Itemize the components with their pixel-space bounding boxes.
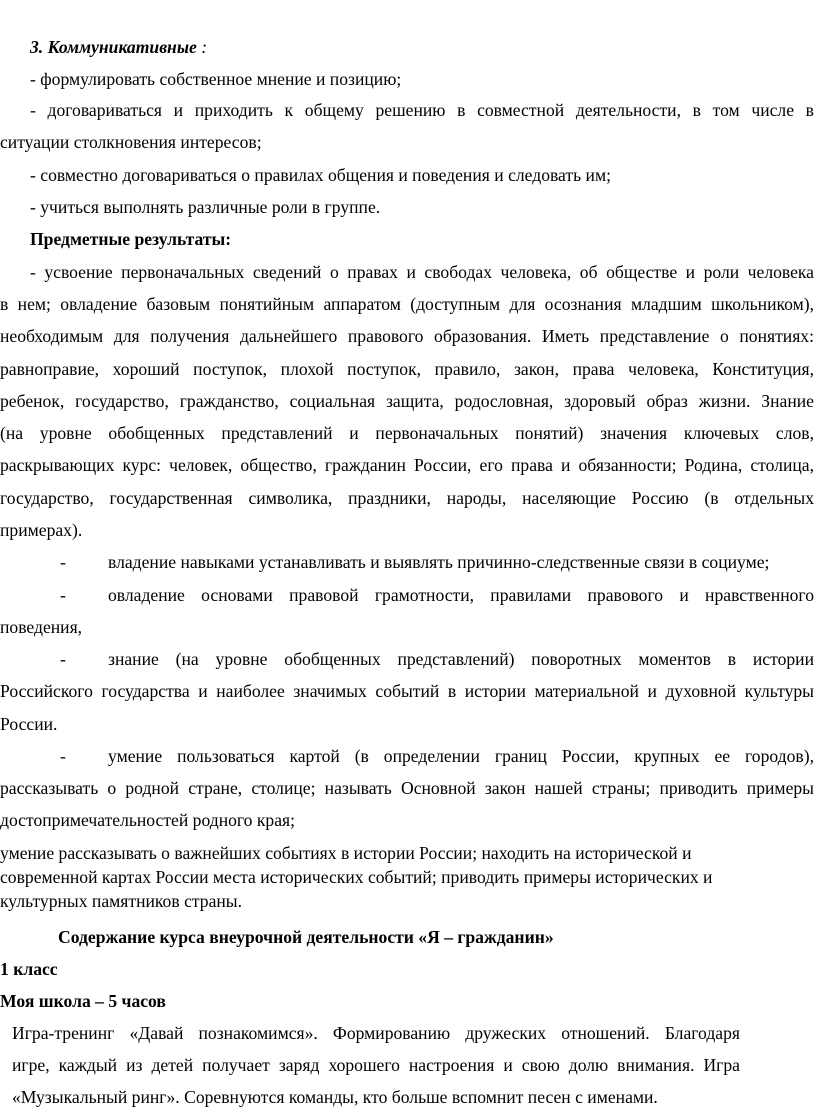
subject-para-line: необходимым для получения дальнейшего правового образования. Иметь представление о понятиях: bbox=[0, 326, 814, 346]
topic-heading: Моя школа – 5 часов bbox=[0, 991, 166, 1011]
dash-item-1: владение навыками устанавливать и выявлять причинно-следственные связи в социуме; bbox=[108, 552, 770, 572]
subject-para-line: ребенок, государство, гражданство, социальная защита, родословная, здоровый образ жизни. Знание bbox=[0, 391, 814, 411]
grade-heading: 1 класс bbox=[0, 959, 58, 979]
communicative-heading-colon: : bbox=[196, 37, 208, 57]
dash-item-4-cont: достопримечательностей родного края; bbox=[0, 810, 296, 830]
dash-item-3-cont: России. bbox=[0, 714, 58, 734]
comm-item-1: - формулировать собственное мнение и позицию; bbox=[30, 69, 402, 89]
subject-results-heading: Предметные результаты: bbox=[30, 229, 232, 249]
subject-para-line: в нем; овладение базовым понятийным аппаратом (доступным для осознания младшим школьником), bbox=[0, 294, 814, 314]
game-para-line: «Музыкальный ринг». Соревнуются команды, кто больше вспомнит песен с именами. bbox=[12, 1087, 658, 1107]
communicative-heading bbox=[30, 36, 207, 58]
extra-para-line: умение рассказывать о важнейших событиях в истории России; находить на исторической и bbox=[0, 843, 692, 863]
subject-para-line: государство, государственная символика, праздники, народы, населяющие Россию (в отдельных bbox=[0, 488, 814, 508]
bullet-dash: - bbox=[60, 649, 66, 669]
comm-item-2-cont: ситуации столкновения интересов; bbox=[0, 132, 262, 152]
extra-para-line: культурных памятников страны. bbox=[0, 891, 243, 911]
dash-item-3: знание (на уровне обобщенных представлений) поворотных моментов в истории bbox=[108, 649, 814, 669]
comm-item-2: - договариваться и приходить к общему решению в совместной деятельности, в том числе в bbox=[30, 100, 814, 120]
extra-para-line: современной картах России места исторических событий; приводить примеры исторических и bbox=[0, 867, 713, 887]
comm-item-3: - совместно договариваться о правилах общения и поведения и следовать им; bbox=[30, 165, 611, 185]
subject-para-line: равноправие, хороший поступок, плохой поступок, правило, закон, права человека, Конституция, bbox=[0, 359, 814, 379]
dash-item-4: умение пользоваться картой (в определении границ России, крупных ее городов), bbox=[108, 746, 814, 766]
dash-item-4-cont: рассказывать о родной стране, столице; называть Основной закон нашей страны; приводить примеры bbox=[0, 778, 814, 798]
game-para-line: игре, каждый из детей получает заряд хорошего настроения и свою долю внимания. Игра bbox=[12, 1055, 740, 1075]
game-para-line: Игра-тренинг «Давай познакомимся». Формированию дружеских отношений. Благодаря bbox=[12, 1023, 740, 1043]
communicative-heading-bold: 3. Коммуникативные bbox=[30, 37, 197, 57]
comm-item-4: - учиться выполнять различные роли в группе. bbox=[30, 197, 381, 217]
subject-para-line: (на уровне обобщенных представлений и первоначальных понятий) значения ключевых слов, bbox=[0, 423, 814, 443]
bullet-dash: - bbox=[60, 552, 66, 572]
subject-para-line: раскрывающих курс: человек, общество, гражданин России, его права и обязанности; Родина, столица, bbox=[0, 455, 814, 475]
course-content-heading: Содержание курса внеурочной деятельности «Я – гражданин» bbox=[58, 927, 554, 947]
subject-para-line: - усвоение первоначальных сведений о правах и свободах человека, об обществе и роли человека bbox=[30, 262, 814, 282]
dash-item-2-cont: поведения, bbox=[0, 617, 83, 637]
bullet-dash: - bbox=[60, 746, 66, 766]
dash-item-2: овладение основами правовой грамотности, правилами правового и нравственного bbox=[108, 585, 814, 605]
subject-para-line: примерах). bbox=[0, 520, 83, 540]
dash-item-3-cont: Российского государства и наиболее значимых событий в истории материальной и духовной культуры bbox=[0, 681, 814, 701]
bullet-dash: - bbox=[60, 585, 66, 605]
